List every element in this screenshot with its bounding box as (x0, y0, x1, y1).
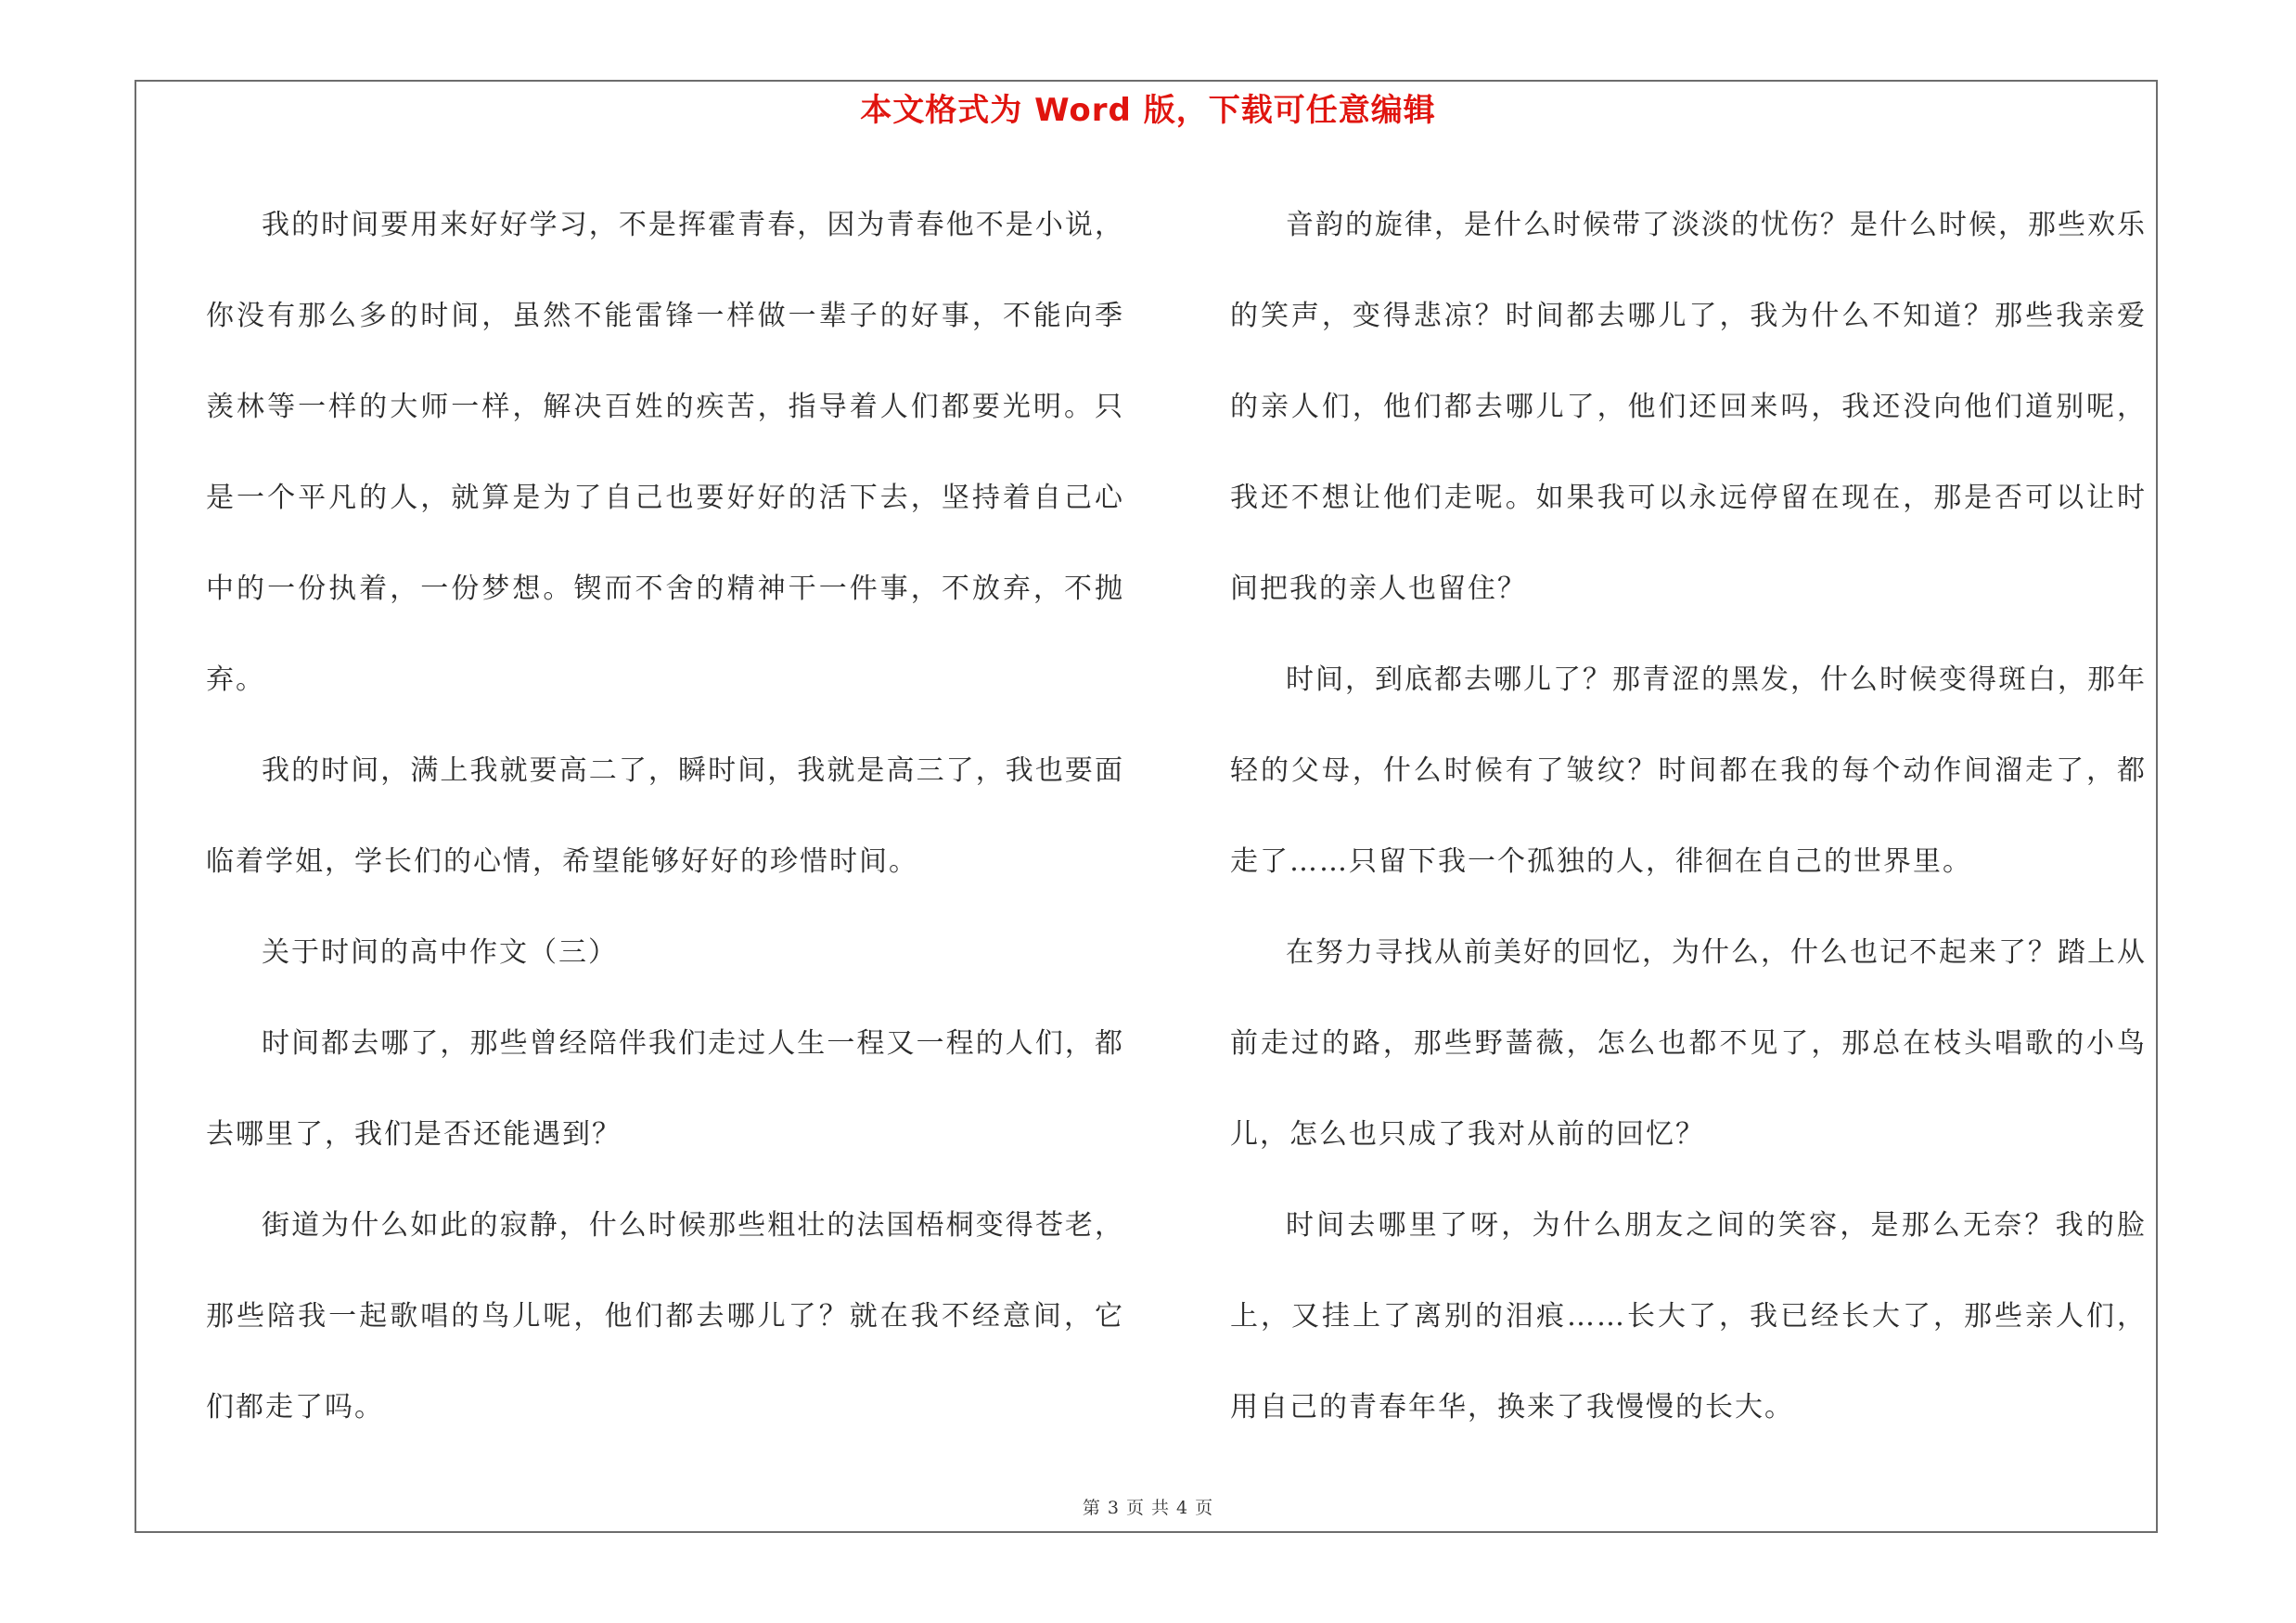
paragraph: 时间，到底都去哪儿了？那青涩的黑发，什么时候变得斑白，那年轻的父母，什么时候有了皱纹？时间都在我的每个动作间溜走了，都走了……只留下我一个孤独的人，徘徊在自己的世界里。 (1230, 663, 2147, 878)
paragraph: 音韵的旋律，是什么时候带了淡淡的忧伤？是什么时候，那些欢乐的笑声，变得悲凉？时间都去哪儿了，我为什么不知道？那些我亲爱的亲人们，他们都去哪儿了，他们还回来吗，我还没向他们道别呢，我还不想让他们走呢。如果我可以永远停留在现在，那是否可以让时间把我的亲人也留住？ (1230, 209, 2147, 605)
left-column (206, 180, 1124, 1453)
paragraph: 时间去哪里了呀，为什么朋友之间的笑容，是那么无奈？我的脸上，又挂上了离别的泪痕……长大了，我已经长大了，那些亲人们，用自己的青春年华，换来了我慢慢的长大。 (1230, 1209, 2147, 1423)
paragraph: 街道为什么如此的寂静，什么时候那些粗壮的法国梧桐变得苍老，那些陪我一起歌唱的鸟儿呢，他们都去哪儿了？就在我不经意间，它们都走了吗。 (206, 1209, 1124, 1423)
page-number: 第 3 页 共 4 页 (1082, 1498, 1214, 1518)
header-banner: 本文格式为 Word 版，下载可任意编辑 (860, 92, 1436, 129)
paragraph: 我的时间要用来好好学习，不是挥霍青春，因为青春他不是小说，你没有那么多的时间，虽然不能雷锋一样做一辈子的好事，不能向季羡林等一样的大师一样，解决百姓的疾苦，指导着人们都要光明。只是一个平凡的人，就算是为了自己也要好好的活下去，坚持着自己心中的一份执着，一份梦想。锲而不舍的精神干一件事，不放弃，不抛弃。 (206, 209, 1124, 696)
right-column (1230, 180, 2147, 1453)
paragraph: 我的时间，满上我就要高二了，瞬时间，我就是高三了，我也要面临着学姐，学长们的心情，希望能够好好的珍惜时间。 (206, 754, 1124, 878)
paragraph: 在努力寻找从前美好的回忆，为什么，什么也记不起来了？踏上从前走过的路，那些野蔷薇，怎么也都不见了，那总在枝头唱歌的小鸟儿，怎么也只成了我对从前的回忆？ (1230, 936, 2147, 1151)
section-heading: 关于时间的高中作文（三） (262, 936, 618, 969)
paragraph: 时间都去哪了，那些曾经陪伴我们走过人生一程又一程的人们，都去哪里了，我们是否还能遇到？ (206, 1027, 1124, 1151)
